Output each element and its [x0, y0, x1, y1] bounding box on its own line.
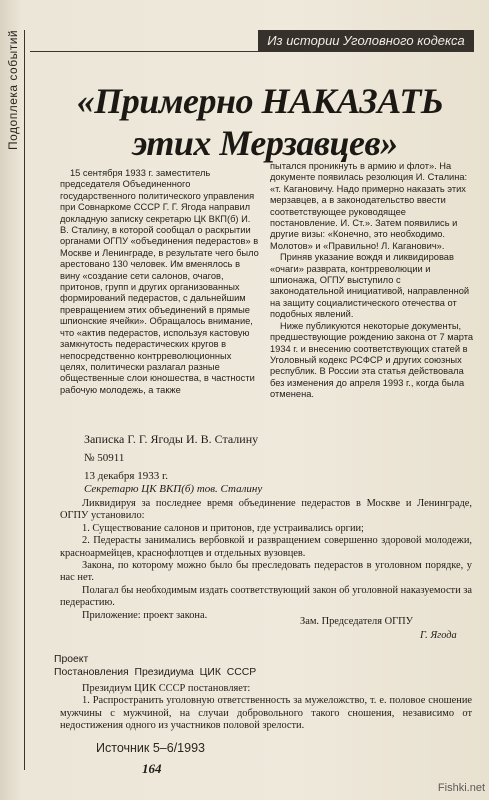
memo-date: 13 декабря 1933 г.: [84, 470, 168, 482]
memo-paragraph: Закона, по которому можно было бы преследовать педерастов в уголовном порядке, у нас нет.: [60, 560, 472, 584]
project-heading: Постановления Президиума ЦИК СССР: [54, 667, 257, 678]
project-paragraph: 1. Распространить уголовную ответственность за мужеложство, т. е. половое сношение мужчины с мужчиной, на случаи добровольного такого сношения, независимо от недостижения одного из участников половой зрелости.: [60, 695, 472, 732]
page-number: 164: [142, 761, 162, 776]
title-line-2: этих Мерзавцев»: [132, 123, 398, 163]
project-paragraph: Президиум ЦИК СССР постановляет:: [82, 683, 251, 694]
article-paragraph: Приняв указание вождя и ликвидировав «очаги» разврата, контрреволюции и шпионажа, ОГПУ выступило с законодательной инициативой, направленной на защиту социалистического отечества от подобных явлений.: [270, 252, 470, 320]
side-rule: [24, 30, 25, 770]
project-label: Проект: [54, 654, 89, 665]
memo-body: [60, 498, 472, 622]
memo-addressee: Секретарю ЦК ВКП(б) тов. Сталину: [84, 483, 263, 495]
article-column-2: [270, 161, 474, 401]
memo-paragraph: Ликвидируя за последнее время объединение педерастов в Москве и Ленинграде, ОГПУ установило:: [60, 498, 472, 522]
section-header: Из истории Уголовного кодекса: [258, 30, 474, 52]
signature-title: Зам. Председателя ОГПУ: [300, 616, 413, 627]
memo-paragraph: Полагал бы необходимым издать соответствующий закон об уголовной наказуемости за педерастию.: [60, 584, 472, 609]
memo-heading: Записка Г. Г. Ягоды И. В. Сталину: [84, 432, 259, 446]
rubric-label: Подоплека событий: [6, 30, 20, 151]
article-paragraph: пытался проникнуть в армию и флот». На документе появилась резолюция И. Сталина: «т. Кагановичу. Надо примерно наказать этих мерзавцев, а в законодательство ввести соответствующее руководящее постановление. И. Ст.». Затем появились и другие визы: «Конечно, это необходимо. Молотов» и «Правильно! Л. Каганович».: [270, 161, 468, 251]
memo-paragraph: 1. Существование салонов и притонов, где устраивались оргии;: [82, 522, 364, 534]
memo-paragraph: Приложение: проект закона.: [82, 609, 208, 621]
memo-number: № 50911: [84, 452, 125, 464]
article-column-1: [60, 168, 260, 396]
memo-paragraph: 2. Педерасты занимались вербовкой и развращением совершенно здоровой молодежи, красноармейцев, краснофлотцев и отдельных вузовцев.: [60, 535, 472, 559]
signature-name: Г. Ягода: [420, 630, 457, 641]
article-paragraph: Ниже публикуются некоторые документы, предшествующие рождению закона от 7 марта 1934 г. и внесению соответствующих статей в Уголовный кодекс РСФСР и других союзных республик. В России эта статья действовала без изменения до апреля 1993 г., когда была отменена.: [270, 320, 474, 400]
source-credit: Источник 5–6/1993: [96, 741, 205, 755]
project-body: [60, 683, 472, 733]
article-title: [60, 80, 460, 164]
watermark: Fishki.net: [437, 782, 485, 794]
title-line-1: «Примерно НАКАЗАТЬ: [76, 81, 444, 121]
header-rule: [30, 51, 474, 52]
article-paragraph: 15 сентября 1933 г. заместитель председателя Объединенного государственного политического управления при Совнаркоме СССР Г. Г. Ягода направил докладную записку секретарю ЦК ВКП(б) И. В. Сталину, в которой сообщал о раскрытии органами ОГПУ «объединения педерастов» в Москве и Ленинграде, в результате чего было арестовано 130 человек. Им вменялось в вину «создание сети салонов, очагов, притонов, групп и других организованных формирований педерастов, с дальнейшим превращением этих объединений в прямые шпионские ячейки». Обращалось внимание, что «актив педерастов, используя кастовую замкнутость педерастических кругов в непосредственно контрреволюционных целях, политически разлагал разные общественные слои юношества, в частности рабочую молодежь, а также: [60, 168, 259, 395]
